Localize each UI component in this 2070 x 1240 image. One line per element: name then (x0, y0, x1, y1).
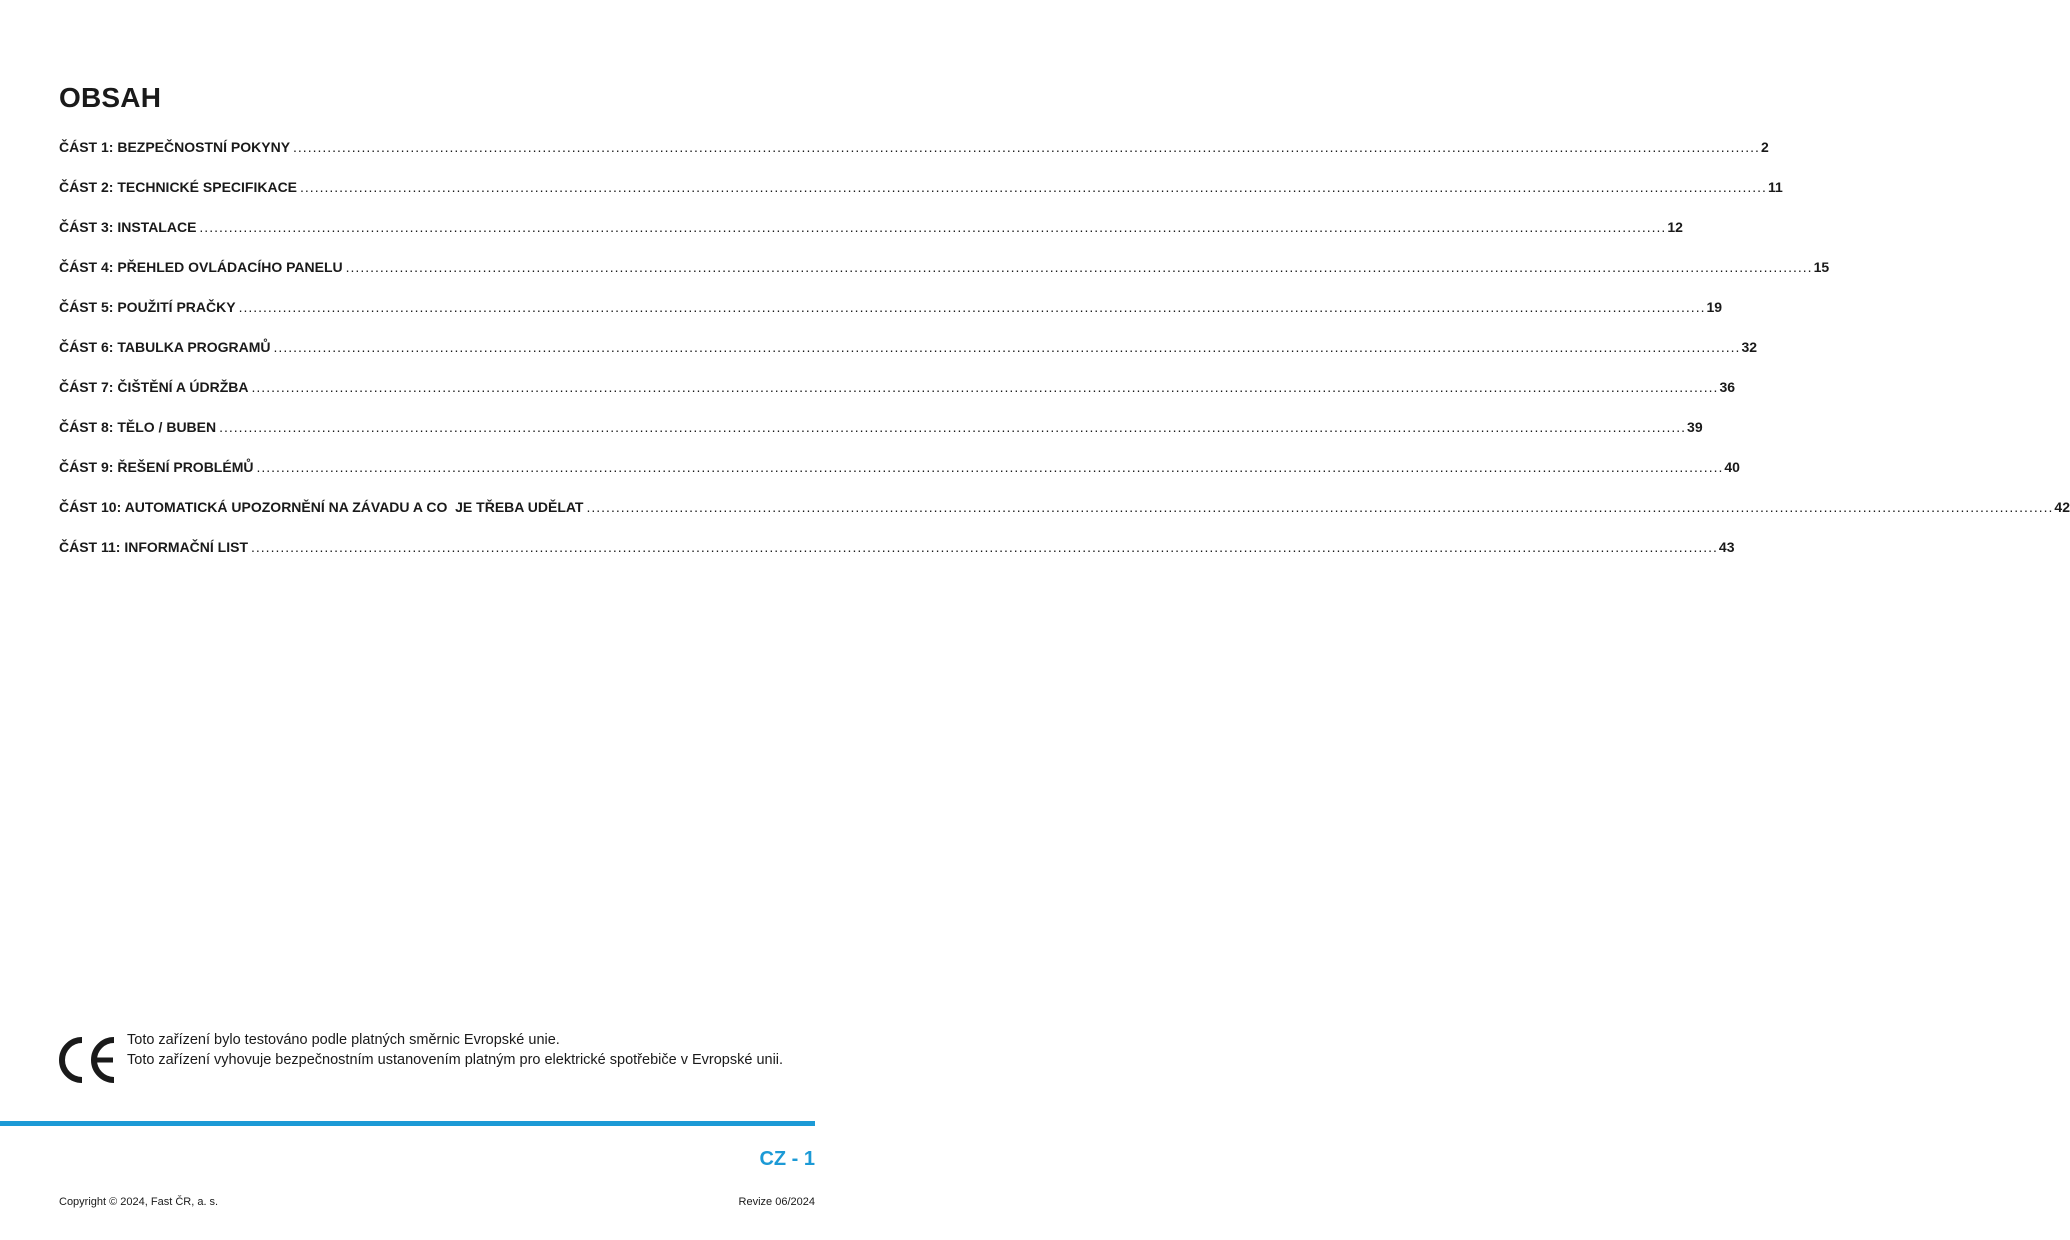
toc-entry-title: ČÁST 8: TĚLO / BUBEN (59, 419, 217, 435)
page-number: CZ - 1 (759, 1148, 815, 1170)
toc-leader-dots: ............................................................................................................................................................................................................................................................................................................ (345, 259, 1813, 275)
toc-entry-8[interactable] (59, 416, 1703, 456)
ce-mark-icon (59, 1037, 119, 1083)
toc-entry-page: 15 (1813, 259, 1830, 275)
footer-divider (0, 1121, 815, 1126)
toc-leader-dots: ............................................................................................................................................................................................................................................................................................................ (273, 339, 1741, 355)
table-of-contents (59, 136, 2070, 576)
toc-entry-title: ČÁST 1: BEZPEČNOSTNÍ POKYNY (59, 139, 291, 155)
toc-leader-dots: ............................................................................................................................................................................................................................................................................................................ (586, 499, 2054, 515)
toc-entry-11[interactable] (59, 536, 1735, 576)
toc-leader-dots: ............................................................................................................................................................................................................................................................................................................ (219, 419, 1687, 435)
toc-entry-title: ČÁST 2: TECHNICKÉ SPECIFIKACE (59, 179, 298, 195)
toc-entry-title: ČÁST 3: INSTALACE (59, 219, 197, 235)
toc-leader-dots: ............................................................................................................................................................................................................................................................................................................ (199, 219, 1667, 235)
toc-entry-6[interactable] (59, 336, 1758, 376)
toc-entry-9[interactable] (59, 456, 1740, 496)
toc-entry-page: 42 (2054, 499, 2070, 515)
toc-leader-dots: ............................................................................................................................................................................................................................................................................................................ (300, 179, 1767, 195)
toc-entry-5[interactable] (59, 296, 1723, 336)
toc-entry-title: ČÁST 7: ČIŠTĚNÍ A ÚDRŽBA (59, 379, 249, 395)
toc-entry-title: ČÁST 5: POUŽITÍ PRAČKY (59, 299, 236, 315)
toc-entry-page: 11 (1767, 179, 1783, 195)
toc-entry-title: ČÁST 9: ŘEŠENÍ PROBLÉMŮ (59, 459, 254, 475)
compliance-text (127, 1030, 783, 1070)
toc-entry-title: ČÁST 10: AUTOMATICKÁ UPOZORNĚNÍ NA ZÁVADU A CO JE TŘEBA UDĚLAT (59, 499, 584, 515)
toc-entry-3[interactable] (59, 216, 1683, 256)
toc-entry-7[interactable] (59, 376, 1736, 416)
copyright-text: Copyright © 2024, Fast ČR, a. s. (59, 1196, 219, 1208)
toc-entry-page: 43 (1718, 539, 1735, 555)
toc-entry-page: 2 (1760, 139, 1769, 155)
toc-entry-title: ČÁST 6: TABULKA PROGRAMŮ (59, 339, 271, 355)
compliance-line-2: Toto zařízení vyhovuje bezpečnostním ustanovením platným pro elektrické spotřebiče v Evropské unii. (127, 1052, 784, 1068)
toc-entry-page: 19 (1706, 299, 1723, 315)
toc-entry-title: ČÁST 11: INFORMAČNÍ LIST (59, 539, 249, 555)
toc-entry-page: 39 (1687, 419, 1703, 435)
toc-entry-2[interactable] (59, 176, 1783, 216)
toc-entry-1[interactable] (59, 136, 1769, 176)
compliance-notice (59, 1030, 815, 1083)
toc-entry-page: 40 (1724, 459, 1740, 475)
toc-leader-dots: ............................................................................................................................................................................................................................................................................................................ (251, 379, 1719, 395)
toc-entry-page: 32 (1741, 339, 1758, 355)
toc-entry-page: 12 (1667, 219, 1683, 235)
toc-entry-page: 36 (1719, 379, 1736, 395)
toc-entry-10[interactable] (59, 496, 2070, 536)
toc-leader-dots: ............................................................................................................................................................................................................................................................................................................ (256, 459, 1724, 475)
compliance-line-1: Toto zařízení bylo testováno podle platných směrnic Evropské unie. (127, 1032, 560, 1048)
toc-entry-title: ČÁST 4: PŘEHLED OVLÁDACÍHO PANELU (59, 259, 343, 275)
page-title: OBSAH (59, 82, 162, 113)
revision-text: Revize 06/2024 (738, 1196, 815, 1208)
toc-leader-dots: ............................................................................................................................................................................................................................................................................................................ (238, 299, 1706, 315)
toc-leader-dots: ............................................................................................................................................................................................................................................................................................................ (251, 539, 1718, 555)
toc-leader-dots: ............................................................................................................................................................................................................................................................................................................ (293, 139, 1760, 155)
toc-entry-4[interactable] (59, 256, 1830, 296)
